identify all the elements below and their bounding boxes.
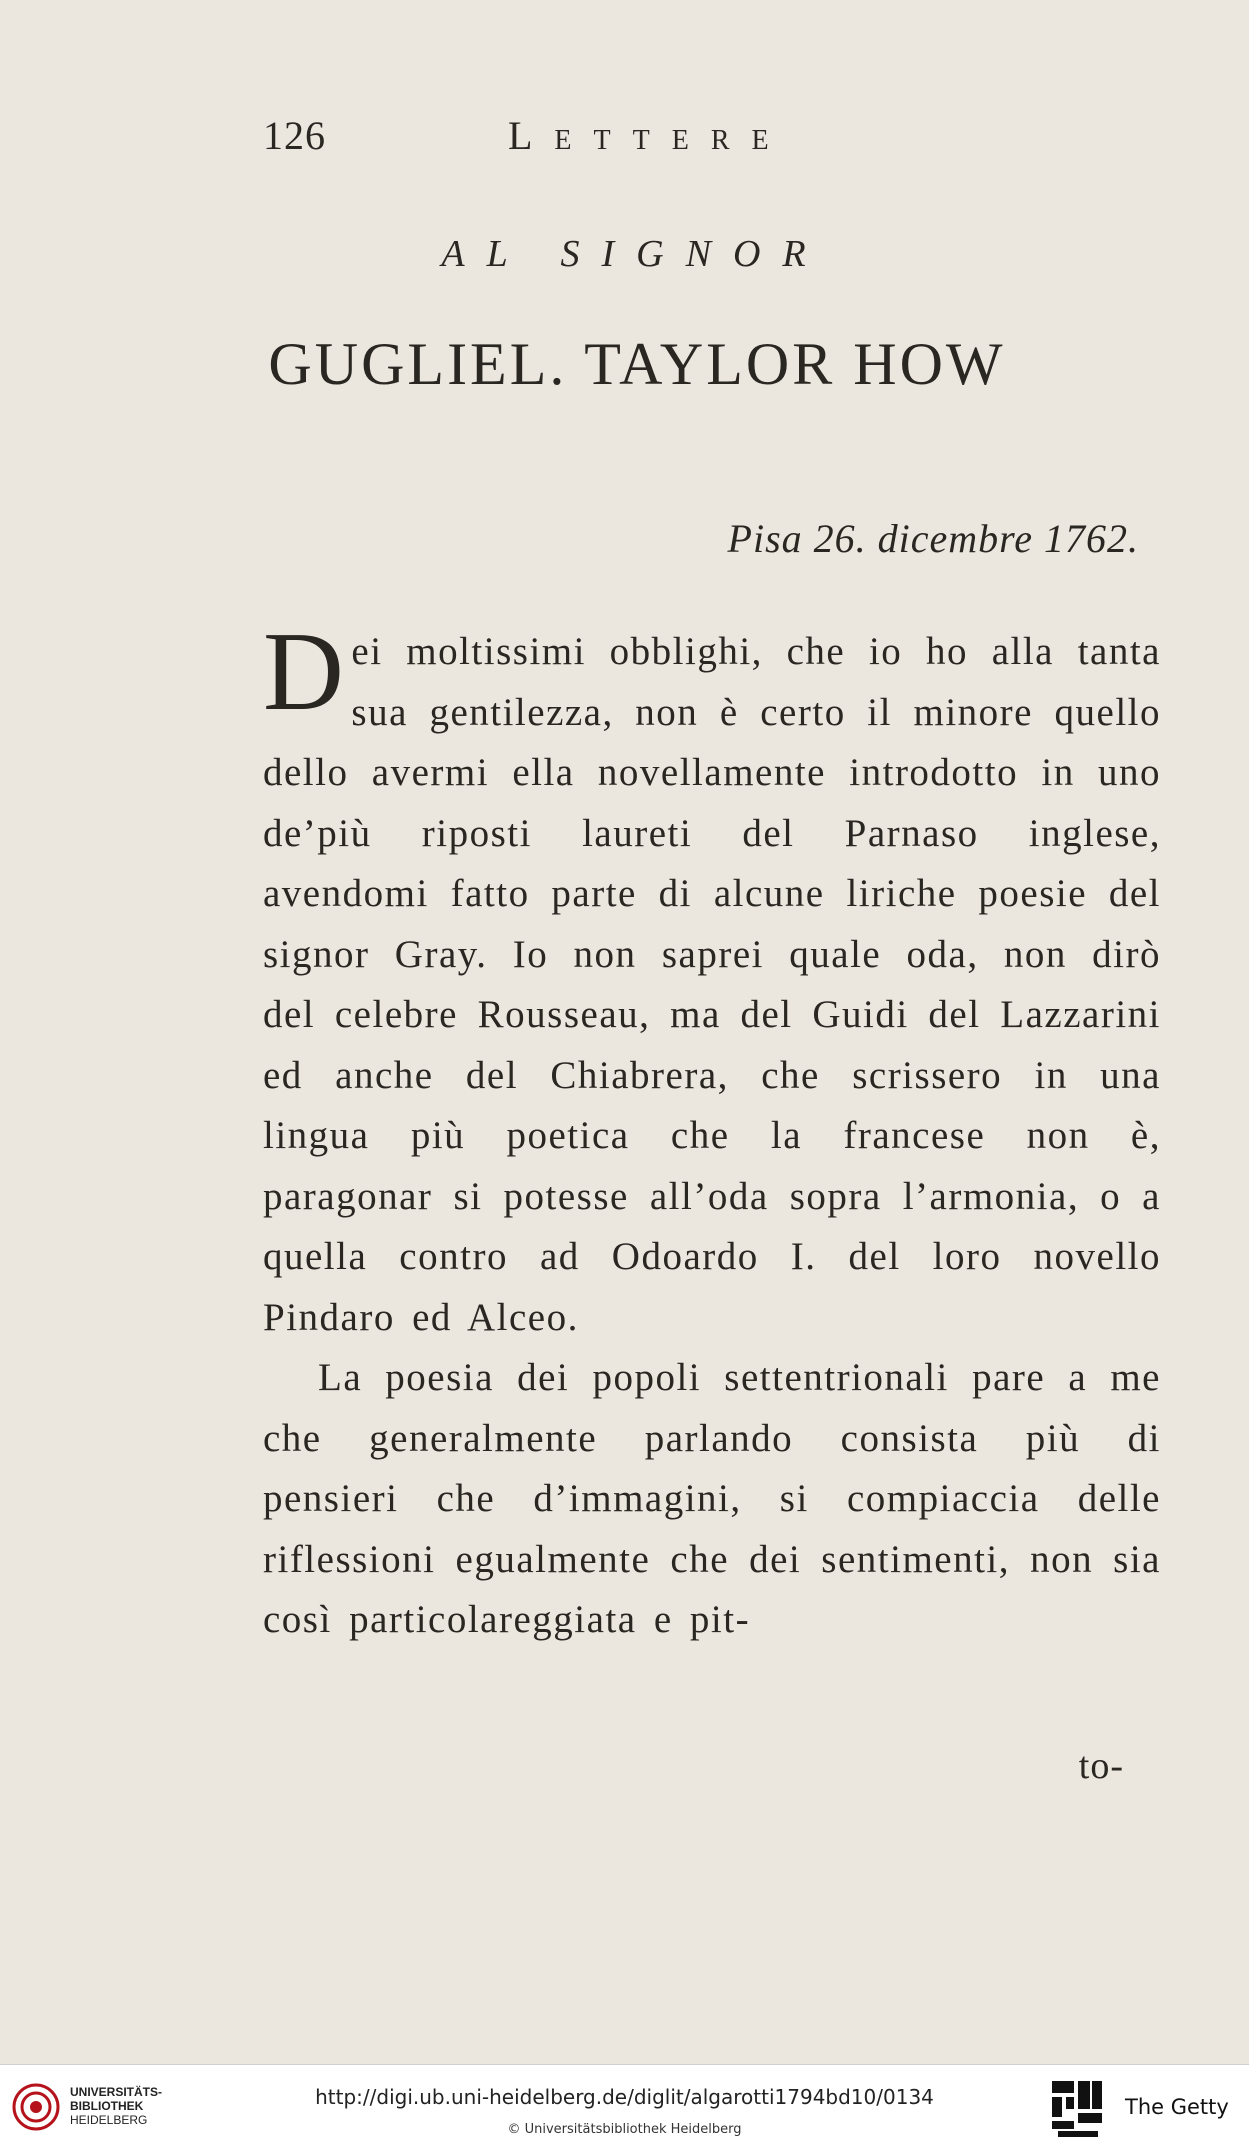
permalink-url[interactable]: http://digi.ub.uni-heidelberg.de/diglit/algarotti1794bd10/0134 [315, 2085, 934, 2109]
drop-cap: D [263, 610, 346, 734]
paragraph-2: La poesia dei popoli settentrionali pare a me che generalmente parlando consista più di pensieri che d’immagini, si compiaccia delle riflessioni egualmente che dei sentimenti, non sia così particolareggiata e pit- [263, 1356, 1161, 1641]
page-number: 126 [263, 113, 326, 158]
library-name-line-3: HEIDELBERG [70, 2113, 148, 2127]
paragraph-1-text: ei moltissimi obblighi, che io ho alla tanta sua gentilezza, non è certo il minore quello dello avermi ella novellamente introdotto in uno de’più riposti laureti del Parnaso inglese, avendomi fatto parte di alcune liriche poesie del signor Gray. Io non saprei quale oda, non dirò del celebre Rousseau, ma del Guidi del Lazzarini ed anche del Chiabrera, che scrissero in una lingua più poetica che la francese non è, paragonar si potesse all’oda sopra l’armonia, o a quella contro ad Odoardo I. del loro novello Pindaro ed Alceo. [263, 630, 1161, 1339]
library-name-line-1: UNIVERSITÄTS- [70, 2085, 163, 2099]
paragraph-1 [263, 610, 1161, 1348]
page-header [263, 112, 963, 172]
running-title: Lettere [508, 113, 791, 158]
getty-logo-icon[interactable] [1050, 2079, 1104, 2139]
letter-body [263, 610, 1161, 1651]
recipient-name: GUGLIEL. TAYLOR HOW [268, 331, 1006, 397]
viewer-footer [0, 2064, 1249, 2153]
dateline: Pisa 26. dicembre 1762. [727, 516, 1139, 561]
library-name-line-2: BIBLIOTHEK [70, 2099, 144, 2113]
getty-name: The Getty [1125, 2095, 1229, 2119]
addressee-line: AL SIGNOR [441, 233, 828, 275]
catchword: to- [1078, 1745, 1124, 1787]
copyright-notice: © Universitätsbibliothek Heidelberg [507, 2122, 742, 2137]
